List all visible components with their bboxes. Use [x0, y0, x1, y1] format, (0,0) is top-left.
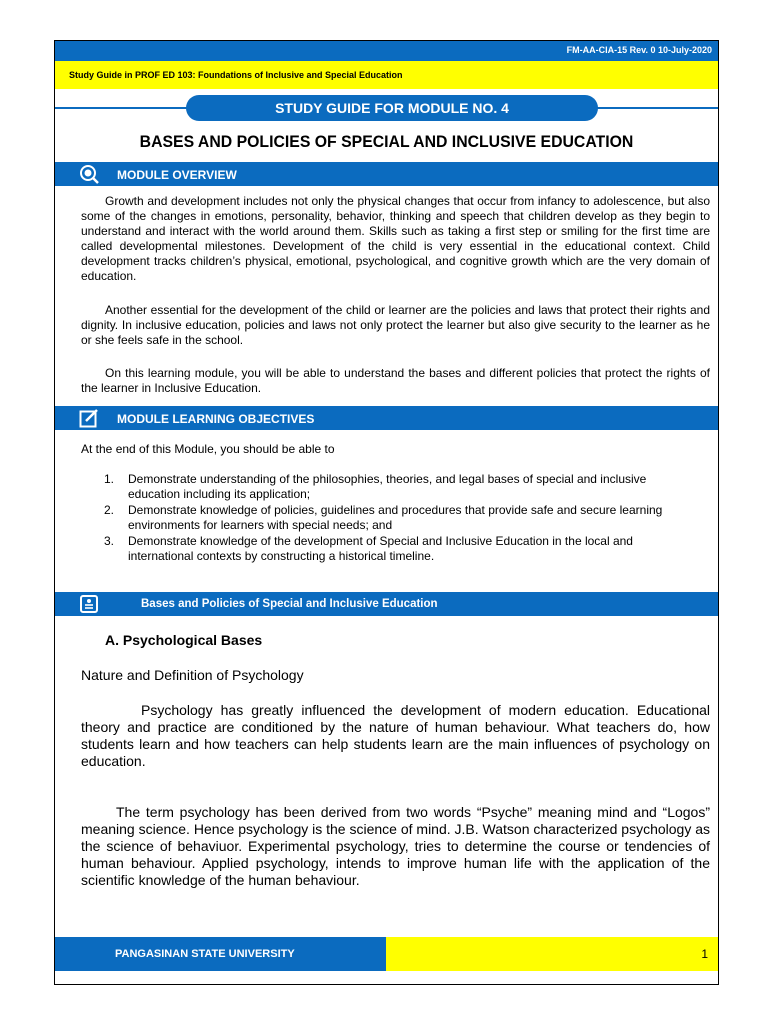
psychology-text-1: Psychology has greatly influenced the development of modern education. Educational theory and practice are conditioned by the nature of human behaviour. What teachers do, how students learn and how teachers can help students learn are the main influences of psychology on education.: [81, 702, 710, 769]
page-number: 1: [701, 947, 708, 961]
subsection-heading: A. Psychological Bases: [105, 632, 263, 648]
magnifier-icon: [79, 164, 99, 184]
page-footer: [55, 937, 718, 971]
university-bar: [55, 937, 386, 971]
overview-text-2: Another essential for the development of the child or learner are the policies and laws that protect their rights and dignity. In inclusive education, policies and laws not only protect the learner but also give security to the learner as he or she feels safe in the school.: [81, 303, 710, 347]
overview-paragraph-3: [81, 366, 710, 396]
list-item: [99, 472, 699, 502]
overview-text-1: Growth and development includes not only the physical changes that occur from infancy to adolescence, but also some of the changes in emotions, personality, behavior, thinking and speech that children develop as they begin to understand and interact with the world around them. Skills such as taking a first step or smiling for the first time are called developmental milestones. Development of the child is very essential in the educational context. Child development tracks children’s physical, emotional, psychological, and cognitive growth which are the very domain of education.: [81, 194, 710, 283]
item-number: 1.: [104, 472, 115, 486]
course-bar: [55, 61, 718, 89]
university-name: PANGASINAN STATE UNIVERSITY: [115, 948, 295, 960]
overview-paragraph-1: [81, 194, 710, 284]
overview-heading: MODULE OVERVIEW: [117, 168, 237, 182]
objectives-intro: At the end of this Module, you should be able to: [81, 442, 335, 456]
overview-section-bar: [55, 162, 718, 186]
document-icon: [79, 594, 99, 614]
module-pill: STUDY GUIDE FOR MODULE NO. 4: [186, 95, 598, 121]
course-line: Study Guide in PROF ED 103: Foundations of Inclusive and Special Education: [69, 70, 403, 80]
psychology-paragraph-2: [81, 804, 710, 889]
objectives-list: [99, 472, 699, 565]
item-number: 3.: [104, 534, 115, 548]
pencil-icon: [79, 408, 99, 428]
bases-heading: Bases and Policies of Special and Inclusive Education: [141, 598, 438, 610]
psychology-text-2: The term psychology has been derived from two words “Psyche” meaning mind and “Logos” meaning science. Hence psychology is the science of mind. J.B. Watson characterized psychology as the science of behaviuor. Experimental psychology, tries to determine the course or tendencies of human behaviour. Applied psychology, intends to improve human life with the application of the scientific knowledge of the human behaviour.: [81, 804, 711, 888]
item-text: Demonstrate understanding of the philosophies, theories, and legal bases of special and inclusive education including its application;: [128, 472, 647, 501]
item-text: Demonstrate knowledge of the development of Special and Inclusive Education in the local and international contexts by constructing a historical timeline.: [128, 534, 633, 563]
objectives-section-bar: [55, 406, 718, 430]
list-item: [99, 534, 699, 564]
objectives-heading: MODULE LEARNING OBJECTIVES: [117, 412, 315, 426]
nature-heading: Nature and Definition of Psychology: [81, 667, 304, 683]
list-item: [99, 503, 699, 533]
overview-paragraph-2: [81, 303, 710, 348]
page-number-bar: [386, 937, 718, 971]
bases-section-bar: [55, 592, 718, 616]
form-code: FM-AA-CIA-15 Rev. 0 10-July-2020: [566, 45, 712, 55]
top-bar: [55, 41, 718, 61]
page-title: BASES AND POLICIES OF SPECIAL AND INCLUSIVE EDUCATION: [139, 132, 634, 151]
psychology-paragraph-1: [81, 702, 710, 770]
item-text: Demonstrate knowledge of policies, guidelines and procedures that provide safe and secure learning environments for learners with special needs; and: [128, 503, 663, 532]
overview-text-3: On this learning module, you will be able to understand the bases and different policies that protect the rights of the learner in Inclusive Education.: [81, 366, 710, 395]
document-page: [54, 40, 719, 985]
item-number: 2.: [104, 503, 115, 517]
